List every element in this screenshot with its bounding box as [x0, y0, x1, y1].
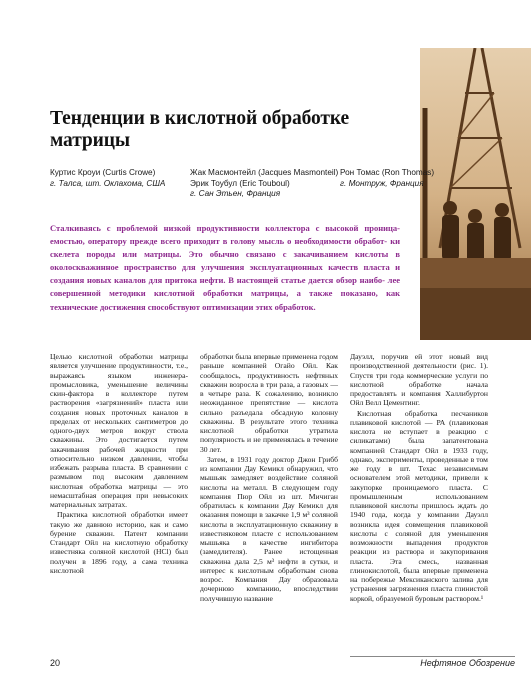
body-paragraph: обработки была впервые применена годом раньше компанией Огайо Ойл. Как сообщалось, продуктивность нефтяных скважин возросла в три раза, а газовых — в четыре раза. К сожалению, возникло неожиданное препятствие — кислота сильно разъедала обсадную колонну скважины. В результате этого техника кислотной обработки утратила популярность и не применялась в течение 30 лет. — [200, 352, 338, 454]
lead-paragraph: Сталкиваясь с проблемой низкой продуктивности коллектора с высокой проница- емостью, оператору прежде всего приходит в голову мысль о необходимости обработ- ки скелета породы или матрицы. Это обычно связано с закачиванием кислоты в околоскважинное пространство для улучшения эксплуатационных качеств пласта и создания новых каналов для притока нефти. В настоящей статье дается обзор наибо- лее совершенной методики кислотной обработки матрицы, а также показано, как технические достижения способствуют оптимизации этих обработок. — [50, 223, 400, 312]
author-block-2 — [190, 168, 355, 200]
page-footer — [0, 656, 531, 676]
author-affiliation: г. Монтруж, Франция — [340, 178, 424, 188]
body-column-2 — [200, 352, 338, 604]
body-paragraph: Целью кислотной обработки матрицы является улучшение продуктивности, т.е., выражаясь языком инженера-промысловика, уменьшение величины скин-фактора в коллекторе путем растворения «загрязнений» пласта или создания новых проточных каналов в пределах от нескольких сантиметров до одного-двух метров вокруг ствола скважины. Это достигается путем закачивания рабочей жидкости при относительно низком давлении, чтобы избежать разрыва пласта. В сравнении с размывом под высоким давлением кислотная обработка матрицы — это немасштабная операция при невысоких материальных затратах. — [50, 352, 188, 509]
oil-rig-photo-image — [420, 48, 531, 340]
author-block-3 — [340, 168, 460, 189]
historical-photo — [420, 48, 531, 340]
author-name: Жак Масмонтейл (Jacques Masmonteil) — [190, 168, 339, 177]
author-name: Куртис Кроуи (Curtis Crowe) — [50, 168, 156, 177]
journal-name: Нефтяное Обозрение — [420, 658, 515, 668]
body-paragraph: Практика кислотной обработки имеет такую же давнюю историю, как и само бурение скважин. Патент компании Стандарт Ойл на кислотную обработку известняка соляной кислотой (HCl) был получен в 1896 году, а сама техника кислотной — [50, 510, 188, 575]
body-paragraph: Затем, в 1931 году доктор Джон Грибб из компании Дау Кемикл обнаружил, что мышьяк замедляет воздействие соляной кислоты на металл. В следующем году компания Пюр Ойл из шт. Мичиган обратилась к компании Дау Кемикл для оказания помощи в закачке 1,9 м³ соляной кислоты в эксплуатационную скважину в известняковом пласте с использованием мышьяка в качестве ингибитора (замедлителя). Ранее истощенная скважина дала 2,5 м³ нефти в сутки, и интерес к кислотным обработкам снова возрос. Компания Дау образовала дочернюю компанию, впоследствии получившую название — [200, 454, 338, 603]
body-column-1 — [50, 352, 188, 576]
body-paragraph: Кислотная обработка песчаников плавиковой кислотой — РА (плавиковая кислота не вступает в реакцию с силикатами) была запатентована компанией Стандарт Ойл в 1933 году, однако, эксперименты, проведенные в том же году в шт. Техас независимым основателем этой методики, привели к закупорке проницаемого пласта. С промышленным использованием плавиковой кислоты пришлось ждать до 1940 года, когда у компании Дауэлл возникла идея совмещения плавиковой кислоты с соляной для уменьшения возможности выпадения продуктов реакции из раствора и закупоривания пласта. Эта смесь, названная глинокислотой, была впервые применена на побережье Мексиканского залива для устранения загрязнения пласта глинистой коркой, образуемой буровым раствором.¹ — [350, 408, 488, 603]
page-number: 20 — [50, 658, 61, 668]
author-block-1 — [50, 168, 178, 189]
author-name: Эрик Тоубул (Eric Touboul) — [190, 178, 290, 188]
body-paragraph: Дауэлл, поручив ей этот новый вид производственной деятельности (рис. 1). Спустя три года коммерческие услуги по кислотной обработке начала предоставлять и компания Халлибуртон Ойл Велл Цементинг. — [350, 352, 488, 408]
author-affiliation: г. Сан Этьен, Франция — [190, 189, 281, 198]
author-affiliation: г. Талса, шт. Оклахома, США — [50, 178, 166, 188]
body-column-3 — [350, 352, 488, 604]
article-title: Тенденции в кислотной обработке матрицы — [50, 108, 350, 151]
footer-divider — [350, 656, 515, 657]
author-name: Рон Томас (Ron Thomas) — [340, 168, 435, 177]
